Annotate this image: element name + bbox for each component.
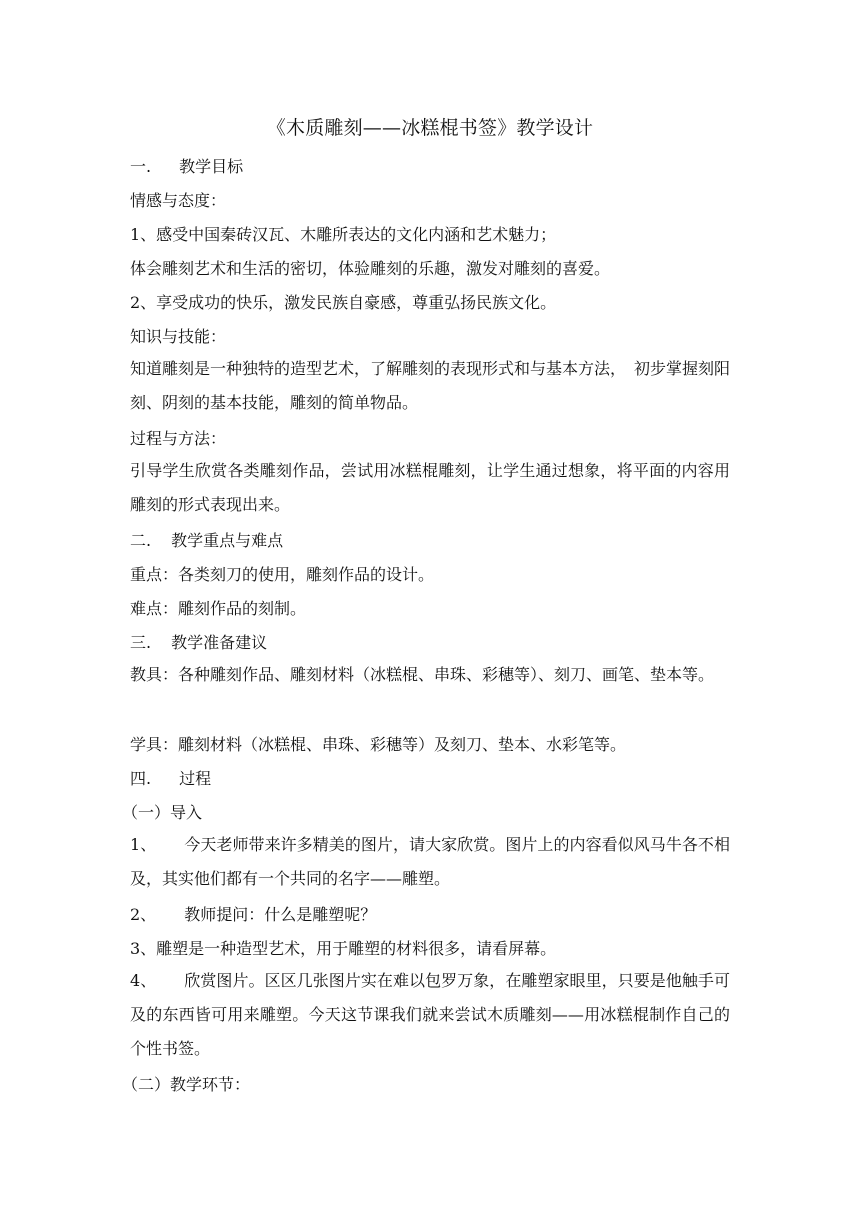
- section-number: 四.: [130, 769, 152, 788]
- section-number: 一.: [130, 157, 152, 176]
- section-heading-key-points: [130, 528, 730, 554]
- section-number: 二.: [130, 531, 152, 550]
- section-title: 教学目标: [179, 157, 244, 176]
- step-number: 2、: [130, 905, 157, 924]
- section-title: 过程: [179, 769, 212, 788]
- paragraph-step-3: 3、雕塑是一种造型艺术，用于雕塑的材料很多，请看屏幕。: [130, 939, 557, 958]
- subsection-teaching-steps: （二）教学环节：: [122, 1075, 251, 1094]
- paragraph-key-point: 重点：各类刻刀的使用，雕刻作品的设计。: [130, 565, 435, 584]
- paragraph-student-tools: 学具：雕刻材料（冰糕棍、串珠、彩穗等）及刻刀、垫本、水彩笔等。: [130, 735, 627, 754]
- subsection-intro: （一）导入: [122, 803, 203, 822]
- section-title: 教学重点与难点: [171, 531, 284, 550]
- step-text: 欣赏图片。区区几张图片实在难以包罗万象，在雕塑家眼里，只要是他触手可及的东西皆可用来雕塑。今天这节课我们就来尝试木质雕刻——用冰糕棍制作自己的个性书签。: [130, 971, 730, 1058]
- paragraph-knowledge: 知道雕刻是一种独特的造型艺术，了解雕刻的表现形式和与基本方法， 初步掌握刻阳刻、阴刻的基本技能，雕刻的简单物品。: [130, 359, 731, 412]
- step-number: 4、: [130, 971, 157, 990]
- section-title: 教学准备建议: [171, 633, 268, 652]
- step-number: 1、: [130, 835, 157, 854]
- document-title: 《木质雕刻——冰糕棍书签》教学设计: [266, 117, 594, 139]
- subheading-process: 过程与方法：: [130, 429, 227, 448]
- section-number: 三.: [130, 633, 152, 652]
- paragraph-teacher-tools: 教具：各种雕刻作品、雕刻材料（冰糕棍、串珠、彩穗等）、刻刀、画笔、垫本等。: [130, 665, 715, 684]
- section-heading-process: [130, 766, 730, 792]
- section-heading-objectives: [130, 154, 730, 180]
- step-text: 教师提问：什么是雕塑呢？: [184, 905, 377, 924]
- paragraph: 2、享受成功的快乐，激发民族自豪感，尊重弘扬民族文化。: [130, 293, 557, 312]
- step-text: 今天老师带来许多精美的图片，请大家欣赏。图片上的内容看似风马牛各不相及，其实他们都有一个共同的名字——雕塑。: [130, 835, 730, 888]
- subheading-affect: 情感与态度：: [130, 191, 227, 210]
- paragraph-process: 引导学生欣赏各类雕刻作品，尝试用冰糕棍雕刻，让学生通过想象，将平面的内容用雕刻的形式表现出来。: [130, 461, 730, 514]
- subheading-knowledge: 知识与技能：: [130, 327, 227, 346]
- paragraph-difficulty: 难点：雕刻作品的刻制。: [130, 599, 307, 618]
- paragraph: 体会雕刻艺术和生活的密切，体验雕刻的乐趣，激发对雕刻的喜爱。: [130, 259, 611, 278]
- paragraph-step-2: [130, 902, 730, 928]
- section-heading-preparation: [130, 630, 730, 656]
- paragraph-step-4: [130, 964, 730, 1066]
- paragraph: 1、感受中国秦砖汉瓦、木雕所表达的文化内涵和艺术魅力；: [130, 225, 557, 244]
- paragraph-step-1: [130, 828, 730, 896]
